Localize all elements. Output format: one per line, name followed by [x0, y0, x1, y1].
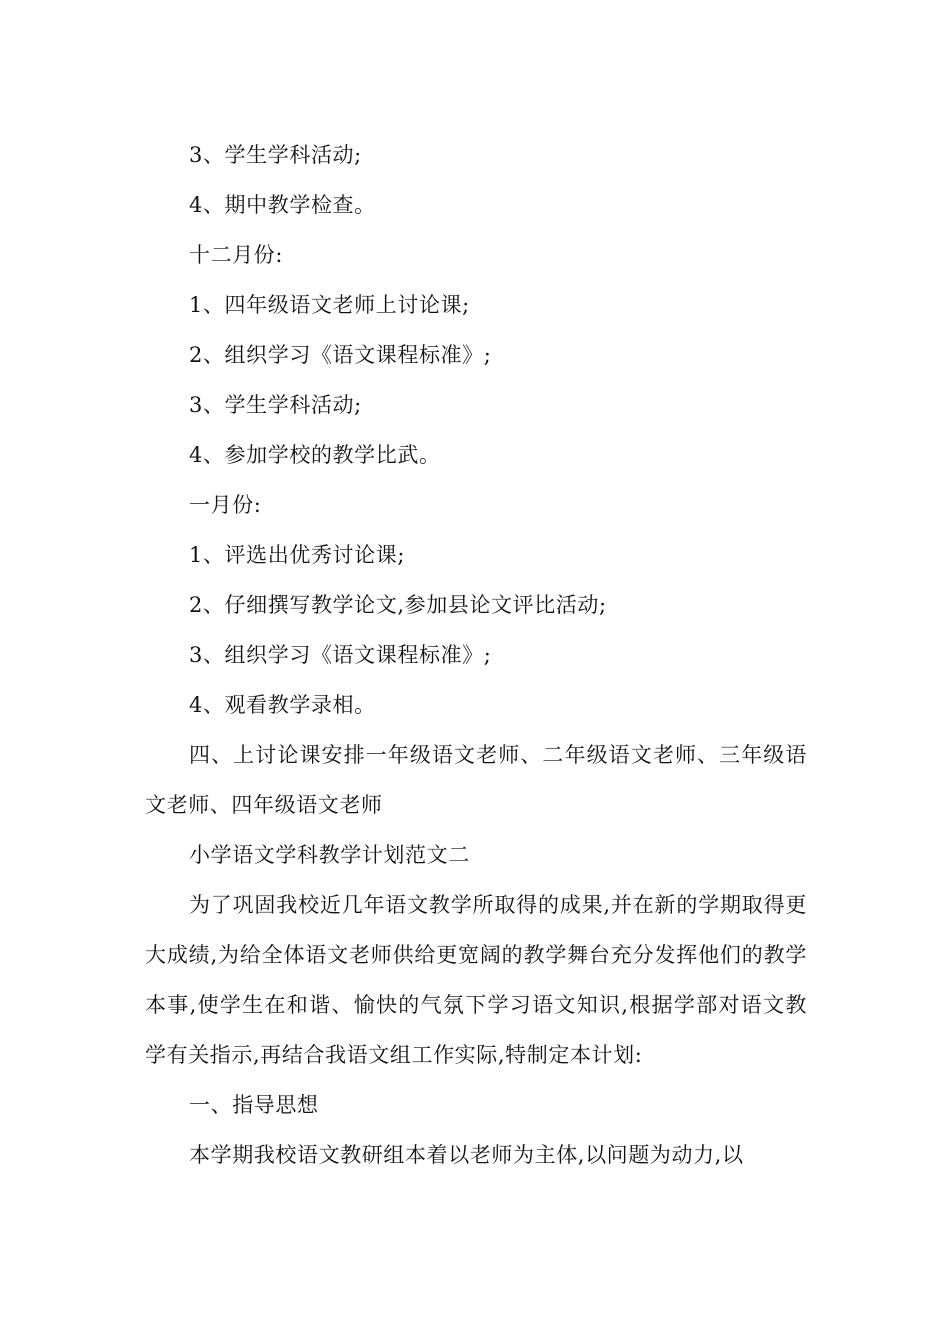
- section-four-paragraph: 四、上讨论课安排一年级语文老师、二年级语文老师、三年级语文老师、四年级语文老师: [145, 743, 807, 817]
- list-item: 1、评选出优秀讨论课;: [189, 543, 406, 567]
- month-heading-december: 十二月份:: [189, 243, 284, 267]
- document-body: [145, 130, 807, 1180]
- guiding-ideology-heading: 一、指导思想: [189, 1093, 319, 1117]
- guiding-ideology-paragraph: 本学期我校语文教研组本着以老师为主体,以问题为动力,以: [189, 1143, 744, 1167]
- list-item: 2、仔细撰写教学论文,参加县论文评比活动;: [189, 593, 607, 617]
- document-two-title: 小学语文学科教学计划范文二: [189, 843, 470, 867]
- list-item: 1、四年级语文老师上讨论课;: [189, 293, 470, 317]
- list-item: 4、期中教学检查。: [189, 193, 376, 217]
- list-item: 4、观看教学录相。: [189, 693, 376, 717]
- list-item: 4、参加学校的教学比武。: [189, 443, 441, 467]
- intro-paragraph: 为了巩固我校近几年语文教学所取得的成果,并在新的学期取得更大成绩,为给全体语文老师供给更宽阔的教学舞台充分发挥他们的教学本事,使学生在和谐、愉快的气氛下学习语文知识,根据学部对语文教学有关指示,再结合我语文组工作实际,特制定本计划:: [145, 893, 807, 1067]
- month-heading-january: 一月份:: [189, 493, 262, 517]
- list-item: 3、学生学科活动;: [189, 143, 362, 167]
- list-item: 3、学生学科活动;: [189, 393, 362, 417]
- list-item: 3、组织学习《语文课程标准》;: [189, 643, 492, 667]
- list-item: 2、组织学习《语文课程标准》;: [189, 343, 492, 367]
